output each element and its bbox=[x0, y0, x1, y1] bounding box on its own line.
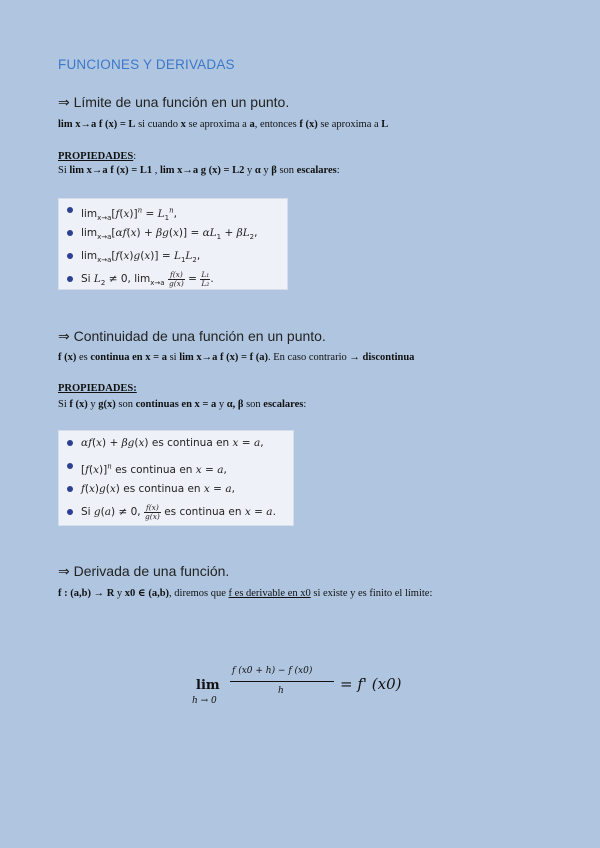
list-item bbox=[59, 501, 293, 524]
limit-property-quotient: Si $L_2 \ne 0$, $\lim_{x\to a}$ $\frac{f(x)}{g(x)}$ = $\frac{\text{L₁}}{\text{L₂}}$ . bbox=[81, 269, 214, 288]
lim-subscript: h → 0 bbox=[192, 696, 217, 706]
var-beta: β bbox=[271, 165, 277, 176]
continuity-property-linear: αf(x) + βg(x) es continua en x = a, bbox=[81, 437, 264, 449]
text-fragment: y bbox=[216, 399, 227, 410]
continuity-definition bbox=[58, 352, 414, 363]
point-x0: x0 ∈ (a,b) bbox=[124, 588, 170, 599]
word-escalares: escalares bbox=[263, 399, 304, 410]
continuas-expression: continuas en x = a bbox=[135, 399, 217, 410]
limit-properties-box bbox=[58, 198, 288, 290]
properties-heading: PROPIEDADES: bbox=[58, 383, 137, 394]
var-alpha-beta: α, β bbox=[226, 399, 244, 410]
section-heading-continuidad: ⇒ Continuidad de una función en un punto. bbox=[58, 328, 326, 344]
limit-property-product: $\lim_{x\to a}[f(x)g(x)] = L_1L_2$, bbox=[81, 250, 201, 265]
var-a: a bbox=[249, 119, 255, 130]
text-fragment: : bbox=[303, 399, 307, 410]
var-fx: f (x) bbox=[58, 352, 77, 363]
text-fragment: si cuando bbox=[135, 119, 181, 130]
text-fragment: : bbox=[133, 151, 137, 162]
text-fragment: si existe y es finito el límite: bbox=[310, 588, 433, 599]
text-fragment: : bbox=[336, 165, 340, 176]
var-fx: f (x) bbox=[69, 399, 88, 410]
properties-label-1 bbox=[58, 151, 136, 162]
fraction-bar bbox=[230, 681, 334, 682]
continuity-property-power: $[f(x)]^n$ es continua en x = a, bbox=[81, 462, 227, 476]
list-item bbox=[59, 268, 287, 291]
continua-expression: continua en x = a bbox=[90, 352, 167, 363]
bullet-icon bbox=[67, 253, 73, 259]
condition-l2: lim x→a g (x) = L2 bbox=[159, 165, 245, 176]
var-alpha: α bbox=[254, 165, 261, 176]
lim-operator: lim bbox=[196, 678, 220, 693]
list-item bbox=[59, 432, 293, 455]
text-fragment: se aproxima a bbox=[317, 119, 382, 130]
text-fragment: se aproxima a bbox=[185, 119, 250, 130]
text-fragment: , diremos que bbox=[169, 588, 229, 599]
section-heading-limite: ⇒ Límite de una función en un punto. bbox=[58, 94, 290, 110]
list-item bbox=[59, 245, 287, 268]
text-fragment: . En caso contrario bbox=[268, 352, 350, 363]
list-item bbox=[59, 222, 287, 245]
page-title: FUNCIONES Y DERIVADAS bbox=[58, 57, 235, 72]
list-item bbox=[59, 478, 293, 501]
text-fragment: son bbox=[243, 399, 264, 410]
word-escalares: escalares bbox=[296, 165, 337, 176]
bullet-icon bbox=[67, 463, 73, 469]
text-fragment: son bbox=[115, 399, 136, 410]
derivative-formula bbox=[192, 664, 422, 712]
var-x: x bbox=[180, 119, 186, 130]
text-fragment: y bbox=[114, 588, 125, 599]
var-fx: f (x) bbox=[299, 119, 318, 130]
limit-property-linear: $\lim_{x\to a}[\alpha f(x) + \beta g(x)] = \alpha L_1 + \beta L_2$, bbox=[81, 227, 258, 242]
limit-expression: lim x→a f (x) = f (a) bbox=[179, 352, 269, 363]
limit-expression: lim x→a f (x) = L bbox=[58, 119, 136, 130]
derivable-phrase: f es derivable en x0 bbox=[228, 588, 311, 599]
text-fragment: Si bbox=[58, 399, 70, 410]
text-fragment: Si bbox=[58, 165, 70, 176]
list-item bbox=[59, 455, 293, 478]
bullet-icon bbox=[67, 230, 73, 236]
text-fragment: , bbox=[152, 165, 160, 176]
text-fragment: si bbox=[166, 352, 180, 363]
text-fragment: son bbox=[276, 165, 297, 176]
bullet-icon bbox=[67, 207, 73, 213]
limit-definition bbox=[58, 119, 388, 130]
condition-l1: lim x→a f (x) = L1 bbox=[69, 165, 153, 176]
properties-condition-2 bbox=[58, 399, 306, 410]
bullet-icon bbox=[67, 440, 73, 446]
continuity-property-quotient: Si g(a) ≠ 0, $\frac{f(x)}{g(x)}$ es continua en x = a. bbox=[81, 502, 276, 521]
text-fragment: es bbox=[76, 352, 91, 363]
var-gx: g(x) bbox=[98, 399, 116, 410]
text-fragment: y bbox=[260, 165, 272, 176]
properties-heading: PROPIEDADES bbox=[58, 151, 134, 162]
fraction-denominator: h bbox=[278, 686, 284, 696]
function-domain: f : (a,b) → R bbox=[58, 588, 115, 599]
properties-label-2 bbox=[58, 383, 137, 394]
properties-condition-1 bbox=[58, 165, 340, 176]
word-discontinua: → discontinua bbox=[349, 352, 415, 363]
text-fragment: y bbox=[87, 399, 99, 410]
bullet-icon bbox=[67, 509, 73, 515]
text-fragment: , entonces bbox=[254, 119, 300, 130]
text-fragment: y bbox=[244, 165, 255, 176]
fraction-numerator: f (x0 + h) − f (x0) bbox=[232, 666, 313, 676]
derivative-result: = f' (x0) bbox=[340, 675, 402, 693]
bullet-icon bbox=[67, 486, 73, 492]
section-heading-derivada: ⇒ Derivada de una función. bbox=[58, 563, 230, 579]
limit-property-power: $\lim_{x\to a}[f(x)]^n = L_1^n$, bbox=[81, 206, 177, 222]
continuity-property-product: f(x)g(x) es continua en x = a, bbox=[81, 483, 235, 495]
derivative-definition bbox=[58, 587, 432, 599]
list-item bbox=[59, 199, 287, 222]
continuity-properties-box bbox=[58, 430, 294, 526]
var-L: L bbox=[381, 119, 389, 130]
bullet-icon bbox=[67, 276, 73, 282]
